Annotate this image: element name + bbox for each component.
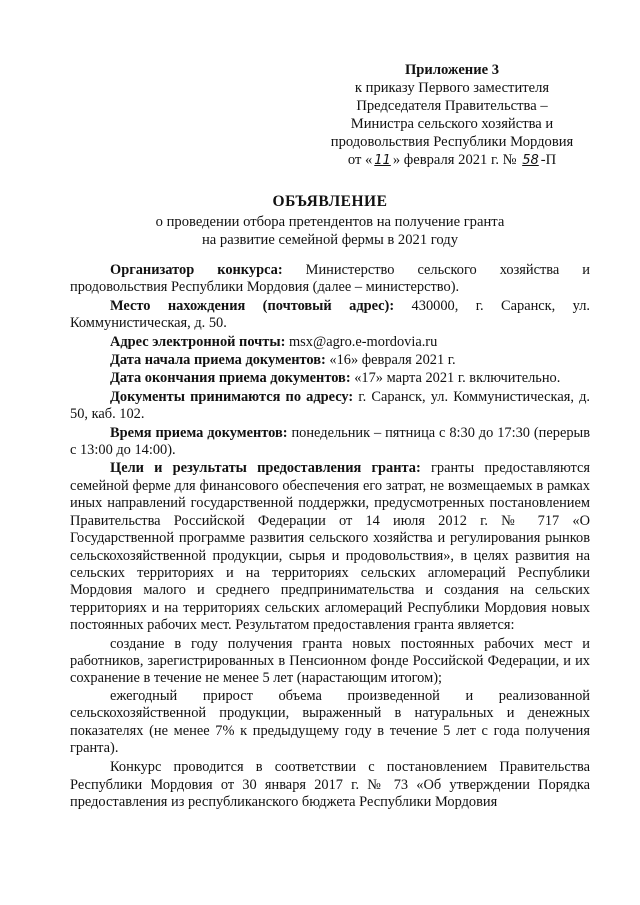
organizer-label: Организатор конкурса: xyxy=(110,262,283,278)
location-label: Место нахождения (почтовый адрес): xyxy=(110,297,395,314)
goals-paragraph xyxy=(70,460,590,634)
announcement-body xyxy=(70,262,590,813)
location-paragraph xyxy=(70,298,590,333)
goals-text: гранты предоставляются семейной ферме для финансового обеспечения его затрат, не возмещаемых в рамках иных направлений государственной поддержки, предусмотренных постановлением Правительства Российской Федерации от 14 июля 2012 г. № 717 «О Государственной программе развития сельского хозяйства и регулирования рынков сельскохозяйственной продукции, сырья и продовольствия», в целях развития на сельских территориях и на территориях сельских агломераций Республики Мордовия малого и среднего предпринимательства и создания на сельских территориях и на территориях сельских агломераций Республики Мордовия новых постоянных рабочих мест. Результатом предоставления гранта является: xyxy=(70,460,590,634)
date-prefix: от « xyxy=(347,152,373,168)
appendix-title: Приложение 3 xyxy=(404,62,500,78)
email-text: msx@agro.e-mordovia.ru xyxy=(285,333,438,350)
appendix-line: продовольствия Республики Мордовия xyxy=(330,134,574,150)
announcement-subtitle: на развитие семейной фермы в 2021 году xyxy=(201,232,458,248)
announcement-title: ОБЪЯВЛЕНИЕ xyxy=(272,193,388,210)
result-item: ежегодный прирост объема произведенной и реализованной сельскохозяйственной продукции, выраженный в натуральных и денежных показателях (не менее 7% к предыдущему году в течение 5 лет с года получения гранта). xyxy=(70,687,590,756)
organizer-text: Министерство сельского хозяйства и продовольствия Республики Мордовия (далее – министерство). xyxy=(70,262,590,296)
documents-text: г. Саранск, ул. Коммунистическая, д. 50, каб. 102. xyxy=(70,388,590,423)
time-text: понедельник – пятница с 8:30 до 17:30 (перерыв с 13:00 до 14:00). xyxy=(70,424,590,459)
email-label: Адрес электронной почты: xyxy=(110,333,286,350)
end-date-label: Дата окончания приема документов: xyxy=(110,370,351,387)
appendix-line: к приказу Первого заместителя xyxy=(354,80,550,96)
start-date-label: Дата начала приема документов: xyxy=(110,352,326,369)
email-paragraph xyxy=(70,334,590,351)
date-mid: » февраля 2021 г. № xyxy=(392,152,521,168)
goals-label: Цели и результаты предоставления гранта: xyxy=(110,460,421,477)
announcement-subtitle: о проведении отбора претендентов на получение гранта xyxy=(155,214,505,230)
end-date-text: «17» марта 2021 г. включительно. xyxy=(350,370,561,387)
documents-paragraph xyxy=(70,389,590,424)
date-suffix: -П xyxy=(540,152,557,168)
result-item: создание в году получения гранта новых постоянных рабочих мест и работников, зарегистрированных в Пенсионном фонде Российской Федерации, и их сохранение в течение не менее 5 лет (нарастающим итогом); xyxy=(70,635,590,687)
announcement-heading xyxy=(70,193,590,249)
time-label: Время приема документов: xyxy=(110,424,288,441)
location-text: 430000, г. Саранск, ул. Коммунистическая, д. 50. xyxy=(70,297,591,332)
start-date-paragraph xyxy=(70,352,590,369)
time-paragraph xyxy=(70,425,590,460)
end-date-paragraph xyxy=(70,370,590,387)
organizer-paragraph xyxy=(70,262,590,297)
documents-label: Документы принимаются по адресу: xyxy=(110,388,354,405)
appendix-date-line xyxy=(312,151,592,170)
appendix-line: Председателя Правительства – xyxy=(356,98,548,114)
contest-paragraph: Конкурс проводится в соответствии с постановлением Правительства Республики Мордовия от 30 января 2017 г. № 73 «Об утверждении Порядка предоставления из республиканского бюджета Республики Мордовия xyxy=(70,759,590,811)
appendix-line: Министра сельского хозяйства и xyxy=(350,116,554,132)
handwritten-number: 58 xyxy=(522,153,539,168)
handwritten-day: 11 xyxy=(374,153,391,168)
appendix-header xyxy=(312,61,592,170)
start-date-text: «16» февраля 2021 г. xyxy=(325,352,456,369)
